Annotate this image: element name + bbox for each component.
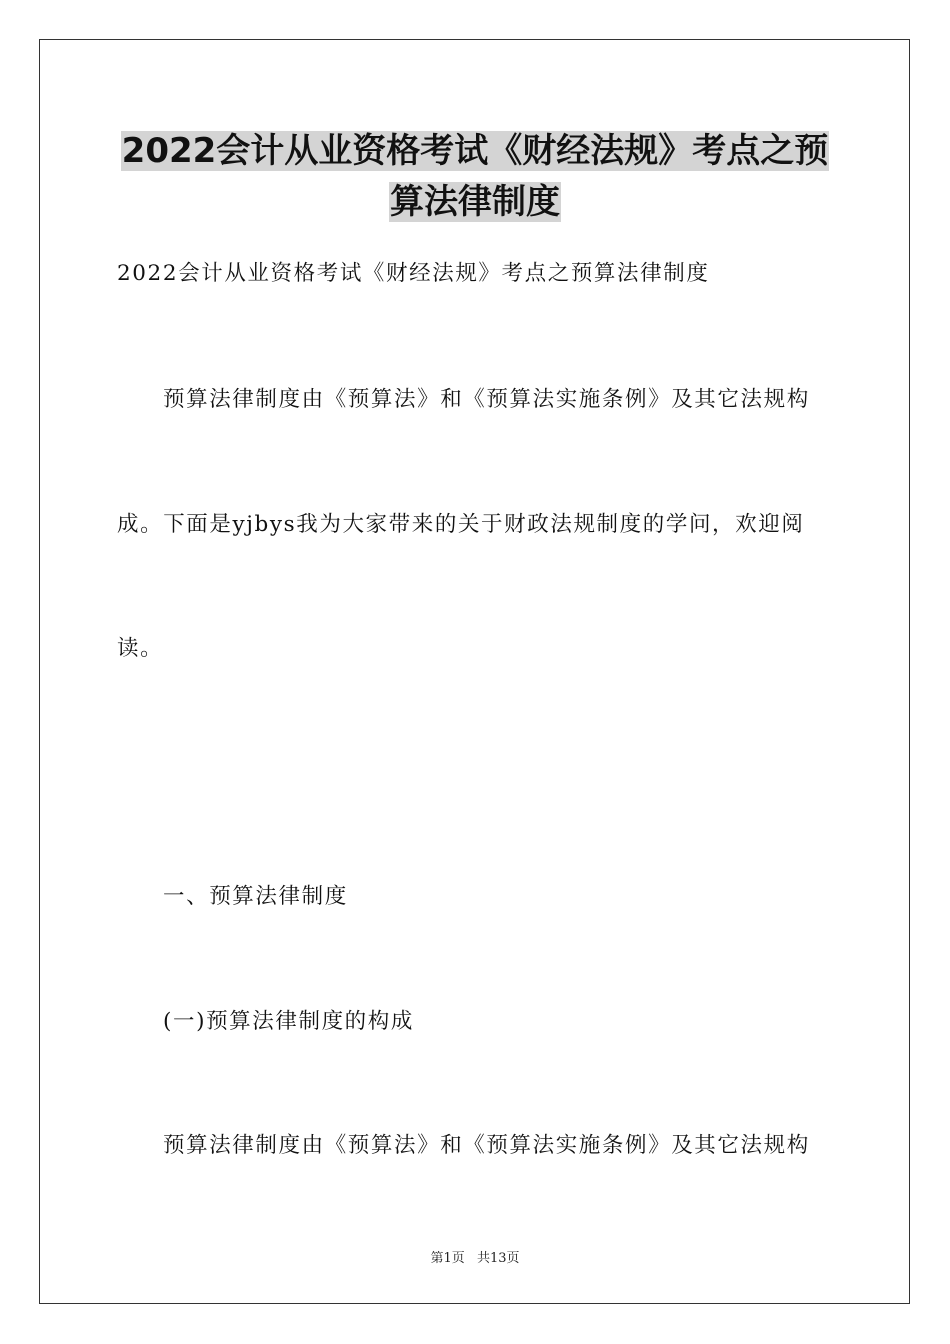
section-heading-2: (一)预算法律制度的构成 — [163, 1009, 414, 1034]
subtitle-line: 2022会计从业资格考试《财经法规》考点之预算法律制度 — [117, 261, 710, 286]
paragraph-1-line-1: 预算法律制度由《预算法》和《预算法实施条例》及其它法规构 — [163, 387, 810, 412]
page-number: 第1页 — [430, 1251, 465, 1266]
page-footer — [0, 1247, 950, 1266]
document-title — [60, 128, 890, 225]
section-heading-1: 一、预算法律制度 — [163, 884, 348, 909]
title-line-1: 2022会计从业资格考试《财经法规》考点之预 — [121, 131, 829, 171]
page-border — [39, 39, 910, 1304]
paragraph-2-line-1: 预算法律制度由《预算法》和《预算法实施条例》及其它法规构 — [163, 1133, 810, 1158]
total-pages: 共13页 — [476, 1251, 520, 1266]
paragraph-1-line-3: 读。 — [117, 636, 164, 661]
paragraph-1-line-2: 成。下面是yjbys我为大家带来的关于财政法规制度的学问，欢迎阅 — [117, 512, 805, 537]
title-line-2: 算法律制度 — [390, 182, 560, 222]
